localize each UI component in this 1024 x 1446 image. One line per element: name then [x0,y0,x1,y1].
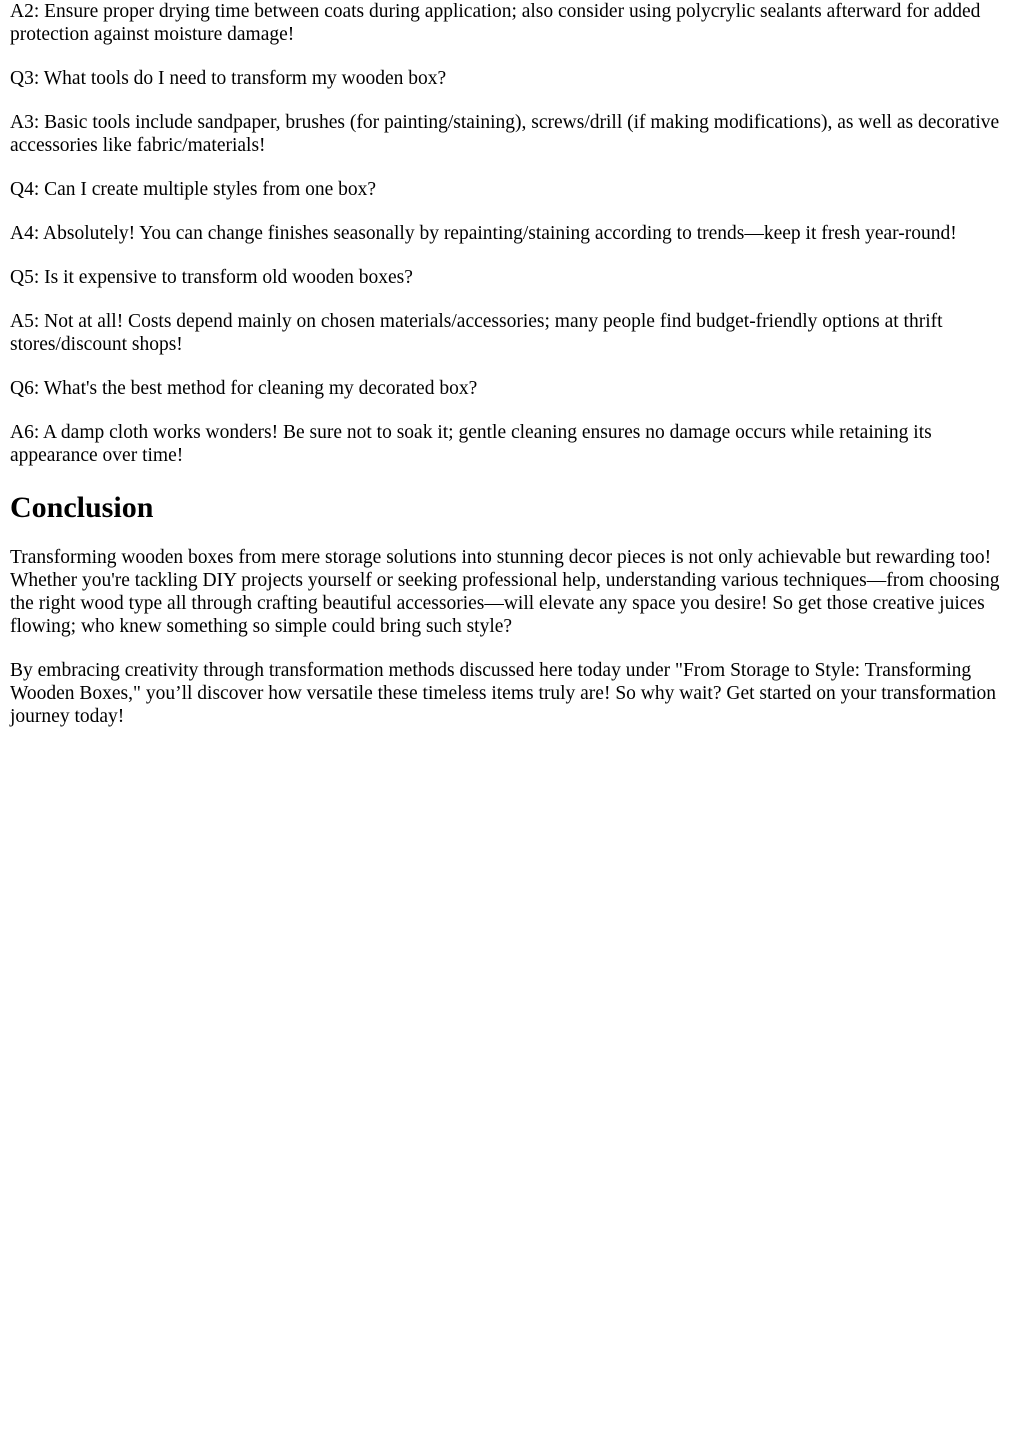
faq-answer-6: A6: A damp cloth works wonders! Be sure not to soak it; gentle cleaning ensures no damage occurs while retaining its appearance over time! [10,422,932,466]
faq-question-5: Q5: Is it expensive to transform old wooden boxes? [10,267,413,288]
faq-answer-2: A2: Ensure proper drying time between coats during application; also consider using polycrylic sealants afterward for added protection against moisture damage! [10,1,981,45]
faq-question-4: Q4: Can I create multiple styles from one box? [10,179,377,200]
faq-answer-3: A3: Basic tools include sandpaper, brushes (for painting/staining), screws/drill (if making modifications), as well as decorative accessories like fabric/materials! [10,112,1000,156]
article-body [10,0,1014,749]
conclusion-heading: Conclusion [10,491,154,524]
conclusion-paragraph-2: By embracing creativity through transformation methods discussed here today under "From Storage to Style: Transforming Wooden Boxes," you’ll discover how versatile these timeless items truly are! So why wait? Get started on your transformation journey today! [10,660,997,727]
faq-answer-5: A5: Not at all! Costs depend mainly on chosen materials/accessories; many people find budget-friendly options at thrift stores/discount shops! [10,311,943,355]
conclusion-paragraph-1: Transforming wooden boxes from mere storage solutions into stunning decor pieces is not only achievable but rewarding too! Whether you're tackling DIY projects yourself or seeking professional help, understanding various techniques—from choosing the right wood type all through crafting beautiful accessories—will elevate any space you desire! So get those creative juices flowing; who knew something so simple could bring such style? [10,547,1000,637]
faq-question-6: Q6: What's the best method for cleaning my decorated box? [10,378,478,399]
faq-question-3: Q3: What tools do I need to transform my wooden box? [10,68,447,89]
faq-answer-4: A4: Absolutely! You can change finishes seasonally by repainting/staining according to trends—keep it fresh year-round! [10,223,957,244]
